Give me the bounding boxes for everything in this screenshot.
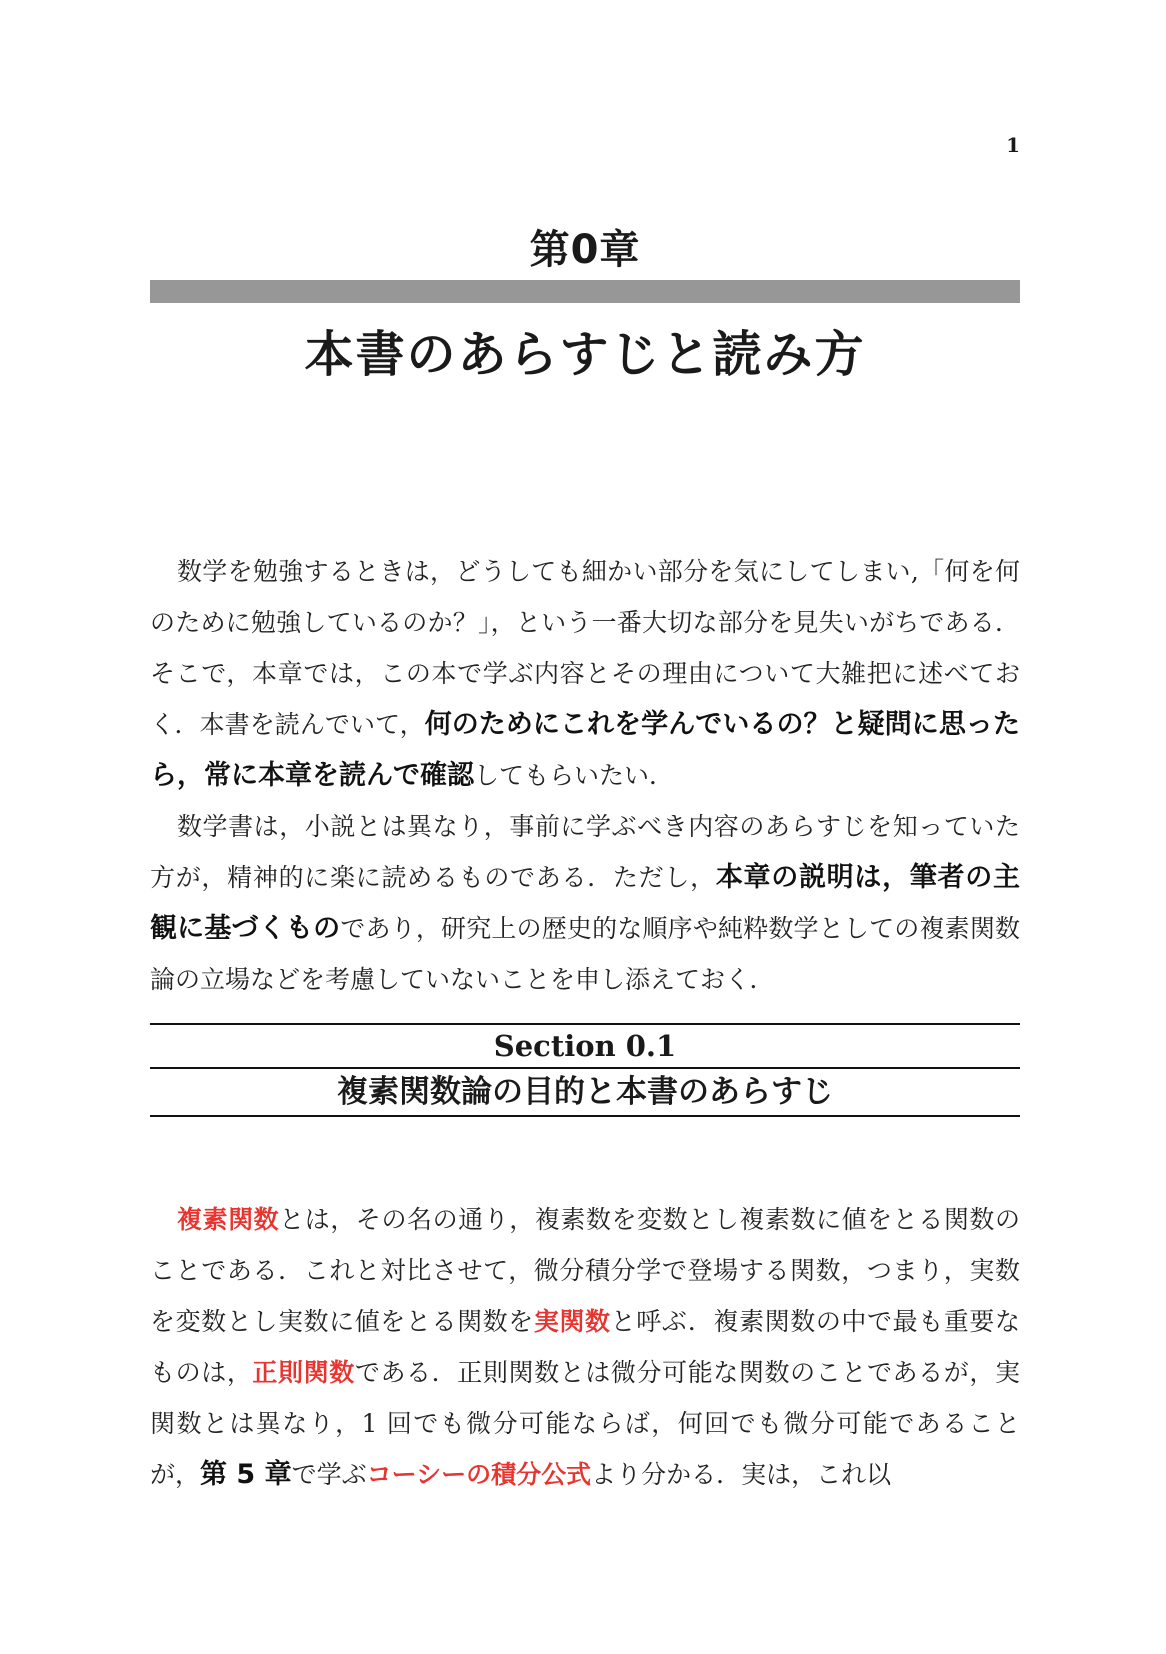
page-number: 1 xyxy=(1006,133,1020,157)
section-body-text xyxy=(150,1194,1020,1500)
intro-p2-emphasis: 本章の説明は，筆者の主観に基づくもの xyxy=(150,862,1020,944)
term-holomorphic-function: 正則関数 xyxy=(252,1358,355,1387)
intro-paragraph-2 xyxy=(150,801,1020,1005)
chapter-label: 第0章 xyxy=(529,227,641,273)
intro-p2-text: 数学書は，小説とは異なり，事前に学ぶべき内容のあらすじを知っていた方が，精神的に楽に読めるものである．ただし， xyxy=(150,812,1020,892)
body-text: とは，その名の通り，複素数を変数とし複素数に値をとる関数のことである．これと対比させて，微分積分学で登場する関数，つまり，実数を変数とし実数に値をとる関数を xyxy=(150,1205,1020,1336)
intro-text xyxy=(150,546,1020,1005)
term-complex-function: 複素関数 xyxy=(177,1205,280,1234)
chapter-5-reference: 第 5 章 xyxy=(200,1459,292,1490)
section-header xyxy=(150,1023,1020,1117)
intro-p2-tail: であり，研究上の歴史的な順序や純粋数学としての複素関数論の立場などを考慮していないことを申し添えておく． xyxy=(150,914,1020,994)
term-cauchy-integral-formula: コーシーの積分公式 xyxy=(366,1460,592,1489)
chapter-divider-bar xyxy=(150,280,1020,303)
section-title: 複素関数論の目的と本書のあらすじ xyxy=(337,1074,833,1110)
body-text: より分かる．実は，これ以 xyxy=(591,1460,892,1489)
body-text: で学ぶ xyxy=(291,1460,367,1489)
section-number: Section 0.1 xyxy=(150,1025,1020,1069)
intro-p1-tail: してもらいたい． xyxy=(474,761,675,790)
intro-p1-text: 数学を勉強するときは，どうしても細かい部分を気にしてしまい,「何を何のために勉強しているのか？」，という一番大切な部分を見失いがちである．そこで，本章では，この本で学ぶ内容とその理由について大雑把に述べておく．本書を読んでいて， xyxy=(150,557,1020,739)
intro-p1-emphasis: 何のためにこれを学んでいるの？と疑問に思ったら，常に本章を読んで確認 xyxy=(150,709,1020,791)
chapter-title: 本書のあらすじと読み方 xyxy=(304,326,866,383)
body-text: と呼ぶ．複素関数の中で最も重要なものは， xyxy=(150,1307,1020,1387)
term-real-function: 実関数 xyxy=(533,1307,611,1336)
intro-paragraph-1 xyxy=(150,546,1020,801)
body-text: である．正則関数とは微分可能な関数のことであるが，実関数とは異なり，1 回でも微分可能ならば，何回でも微分可能であることが， xyxy=(150,1358,1020,1489)
section-paragraph-1 xyxy=(150,1194,1020,1500)
